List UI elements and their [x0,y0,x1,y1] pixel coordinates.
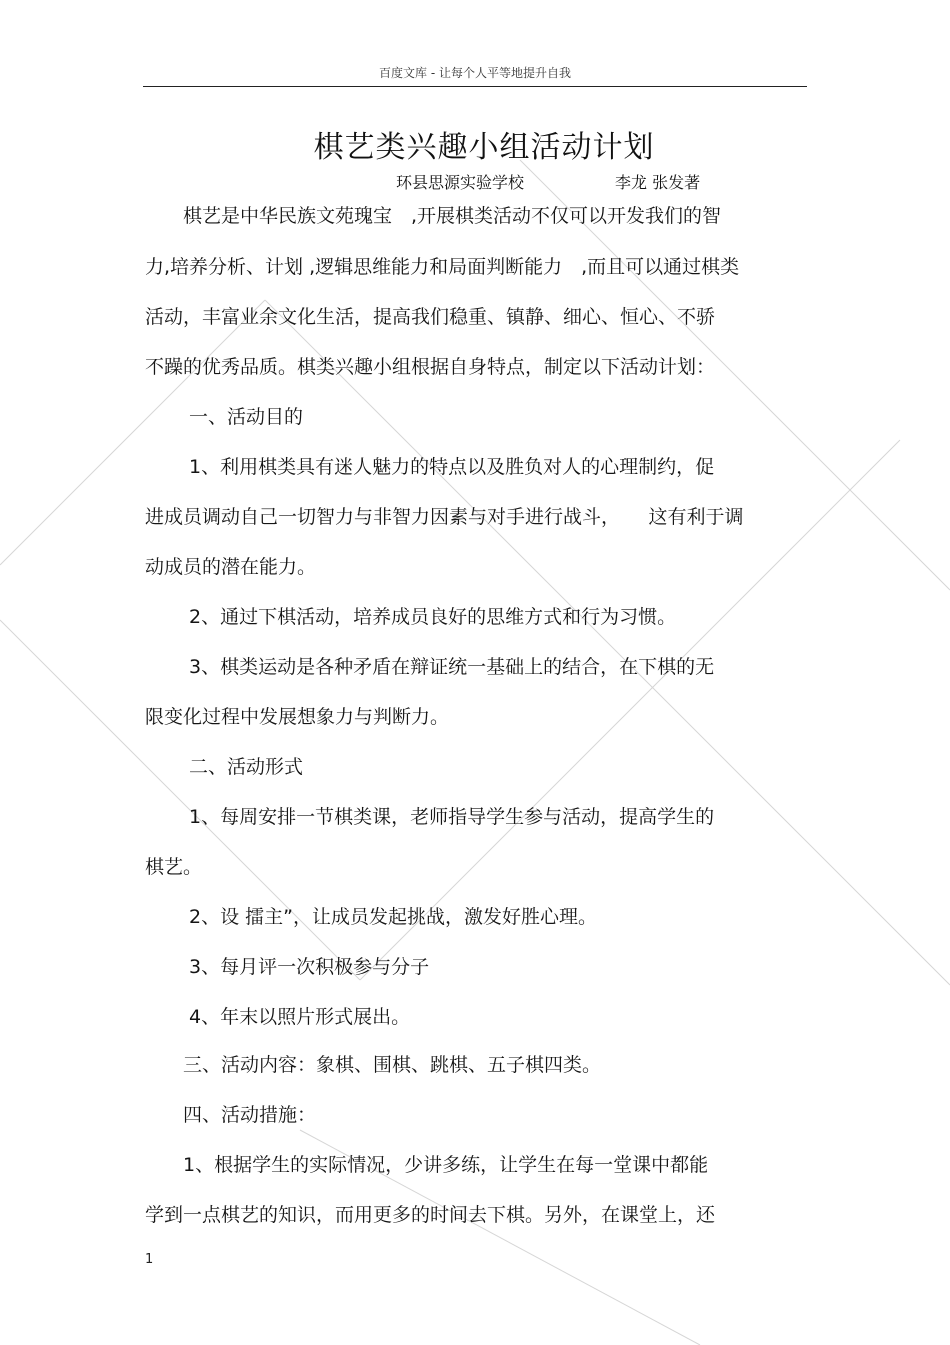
body-line: 棋艺是中华民族文苑瑰宝 ,开展棋类活动不仅可以开发我们的智 [183,205,722,227]
body-line: 3、每月评一次积极参与分子 [189,956,430,978]
body-line: 活动，丰富业余文化生活，提高我们稳重、镇静、细心、恒心、不骄 [145,306,716,328]
body-line: 限变化过程中发展想象力与判断力。 [145,706,450,728]
body-line: 2、设 擂主”，让成员发起挑战，激发好胜心理。 [189,906,597,928]
body-line: 学到一点棋艺的知识，而用更多的时间去下棋。另外，在课堂上，还 [145,1204,716,1226]
body-line: 4、年末以照片形式展出。 [189,1006,411,1028]
section-heading: 一、活动目的 [189,406,304,428]
body-line: 2、通过下棋活动，培养成员良好的思维方式和行为习惯。 [189,606,677,628]
school-name: 环县思源实验学校 [396,173,525,192]
author-names: 李龙 张发著 [615,173,701,192]
section-heading: 二、活动形式 [189,756,304,778]
header-divider [143,86,807,87]
body-line: 1、根据学生的实际情况，少讲多练，让学生在每一堂课中都能 [183,1154,709,1176]
body-line: 1、利用棋类具有迷人魅力的特点以及胜负对人的心理制约，促 [189,456,715,478]
body-line: 不躁的优秀品质。棋类兴趣小组根据自身特点，制定以下活动计划： [145,356,716,378]
body-line: 1、每周安排一节棋类课，老师指导学生参与活动，提高学生的 [189,806,715,828]
section-heading: 四、活动措施： [183,1104,317,1126]
document-title: 棋艺类兴趣小组活动计划 [313,130,655,165]
page-header: 百度文库 - 让每个人平等地提升自我 [379,66,571,80]
body-line: 动成员的潜在能力。 [145,556,317,578]
page-number: 1 [145,1252,154,1267]
section-heading: 三、活动内容：象棋、围棋、跳棋、五子棋四类。 [183,1054,602,1076]
body-line: 力,培养分析、计划 ,逻辑思维能力和局面判断能力 ,而且可以通过棋类 [145,256,740,278]
body-line: 进成员调动自己一切智力与非智力因素与对手进行战斗， 这有利于调 [145,506,744,528]
body-line: 棋艺。 [145,856,203,878]
body-line: 3、棋类运动是各种矛盾在辩证统一基础上的结合，在下棋的无 [189,656,715,678]
